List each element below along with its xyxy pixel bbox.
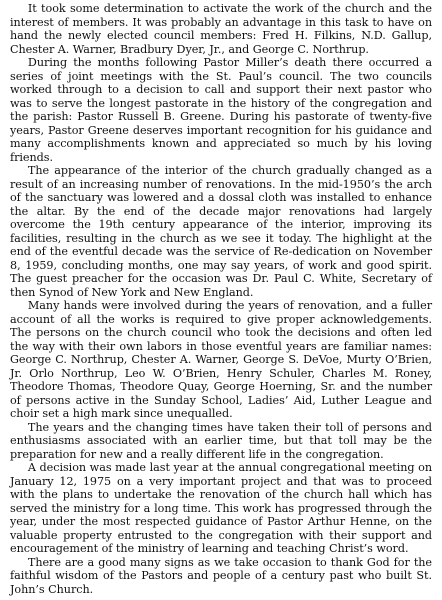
paragraph-church-hall: A decision was made last year at the annual congregational meeting on January 12, 1975 on a very important project and that was to proceed with the plans to undertake the renovation of the church hall which has served the ministry for a long time. This work has progressed through the year, under the most respected guidance of Pastor Arthur Henne, on the valuable property entrusted to the congregation with their support and encouragement of the ministry of learning and teaching Christ’s word. (10, 461, 432, 555)
paragraph-acknowledgements: Many hands were involved during the years of renovation, and a fuller account of all the works is required to give proper acknowledgements. The persons on the church council who took the decisions and often led the way with their own labors in those eventful years are familiar names: George C. Northrup, Chester A. Warner, George S. DeVoe, Murty O’Brien, Jr. Orlo Northrup, Leo W. O’Brien, Henry Schuler, Charles M. Roney, Theodore Thomas, Theodore Quay, George Hoerning, Sr. and the number of persons active in the Sunday School, Ladies’ Aid, Luther League and choir set a high mark since unequalled. (10, 299, 432, 420)
paragraph-changing-times: The years and the changing times have taken their toll of persons and enthusiasms associated with an earlier time, but that toll may be the preparation for new and a really different life in the congregation. (10, 420, 432, 461)
paragraph-closing-thanks: There are a good many signs as we take occasion to thank God for the faithful wisdom of the Pastors and people of a century past who built St. John’s Church. (10, 555, 432, 596)
paragraph-pastor-greene: During the months following Pastor Miller’s death there occurred a series of joint meetings with the St. Paul’s council. The two councils worked through to a decision to call and support their next pastor who was to serve the longest pastorate in the history of the congregation and the parish: Pastor Russell B. Greene. During his pastorate of twenty-five years, Pastor Greene deserves important recognition for his guidance and many accomplishments known and appreciated so much by his loving friends. (10, 56, 432, 164)
paragraph-interior-renovations: The appearance of the interior of the church gradually changed as a result of an increasing number of renovations. In the mid-1950’s the arch of the sanctuary was lowered and a dossal cloth was installed to enhance the altar. By the end of the decade major renovations had largely overcome the 19th century appearance of the interior, improving its facilities, resulting in the church as we see it today. The highlight at the end of the eventful decade was the service of Re-dedication on November 8, 1959, concluding months, one may say years, of work and good spirit. The guest preacher for the occasion was Dr. Paul C. White, Secretary of then Synod of New York and New England. (10, 164, 432, 299)
paragraph-council-members: It took some determination to activate the work of the church and the interest of members. It was probably an advantage in this task to have on hand the newly elected council members: Fred H. Filkins, N.D. Gallup, Chester A. Warner, Bradbury Dyer, Jr., and George C. Northrup. (10, 2, 432, 56)
